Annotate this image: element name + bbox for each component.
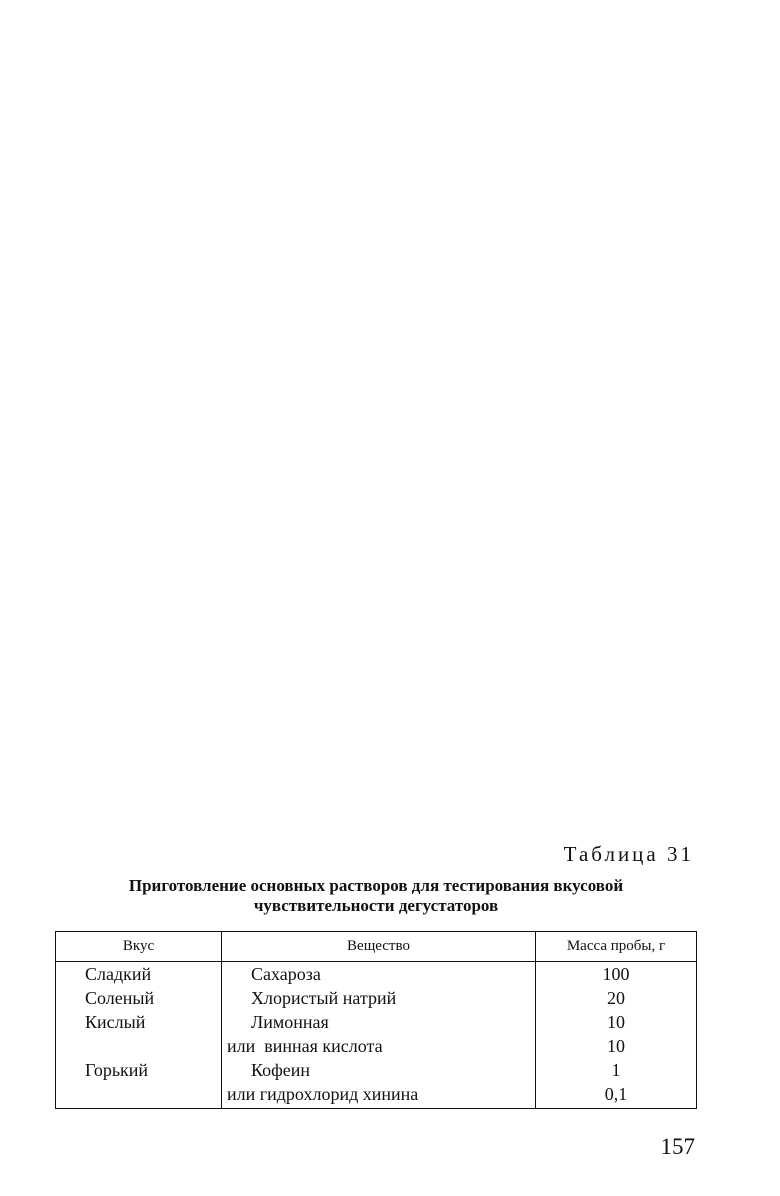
table-row <box>56 1034 697 1058</box>
mass-cell: 20 <box>536 986 697 1010</box>
table-caption-line-1: Приготовление основных растворов для тестирования вкусовой <box>128 876 624 895</box>
substance-cell: Кофеин <box>222 1058 536 1082</box>
mass-cell: 10 <box>536 1010 697 1034</box>
substance-cell: или винная кислота <box>222 1034 536 1058</box>
taste-cell: Сладкий <box>56 962 222 987</box>
header-mass: Масса пробы, г <box>536 932 697 962</box>
mass-cell: 10 <box>536 1034 697 1058</box>
page-number: 157 <box>660 1134 695 1159</box>
table-header-row <box>56 932 697 962</box>
substance-cell: Сахароза <box>222 962 536 987</box>
mass-cell: 0,1 <box>536 1082 697 1109</box>
table-row <box>56 962 697 987</box>
substance-cell: Лимонная <box>222 1010 536 1034</box>
taste-solutions-table <box>55 931 697 1109</box>
header-substance: Вещество <box>222 932 536 962</box>
substance-cell: или гидрохлорид хинина <box>222 1082 536 1109</box>
taste-cell: Горький <box>56 1058 222 1082</box>
table-caption-line-2: чувствительности дегустаторов <box>253 896 499 915</box>
mass-cell: 1 <box>536 1058 697 1082</box>
taste-cell <box>56 1034 222 1058</box>
table-row <box>56 1010 697 1034</box>
header-taste: Вкус <box>56 932 222 962</box>
table-caption <box>56 876 696 916</box>
taste-cell: Кислый <box>56 1010 222 1034</box>
table-row <box>56 1058 697 1082</box>
table-row <box>56 986 697 1010</box>
table-row <box>56 1082 697 1109</box>
substance-cell: Хлористый натрий <box>222 986 536 1010</box>
table-number-label: Таблица 31 <box>563 842 694 866</box>
taste-cell: Соленый <box>56 986 222 1010</box>
taste-cell <box>56 1082 222 1109</box>
mass-cell: 100 <box>536 962 697 987</box>
